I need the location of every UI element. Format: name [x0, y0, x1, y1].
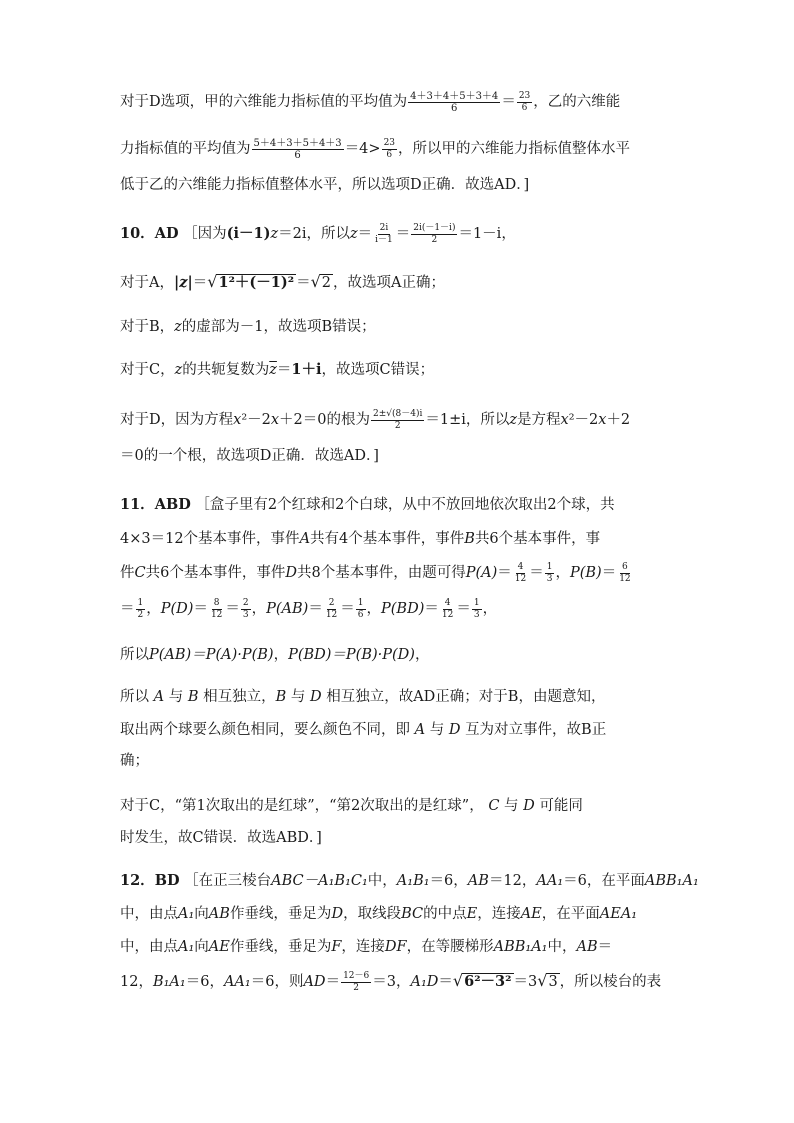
var-x: x [233, 412, 242, 428]
math: AE [208, 939, 230, 955]
text: 对于C， [120, 362, 175, 378]
text: 中，由点 [120, 939, 178, 955]
denominator: 6 [294, 149, 301, 161]
text: ，连接 [477, 906, 521, 922]
denominator: 12 [619, 573, 631, 584]
fraction [371, 409, 424, 432]
text: 是方程 [517, 412, 561, 428]
numerator: 1 [546, 561, 553, 572]
text: ，故选项C错误； [321, 362, 435, 378]
text: 4×3＝12个基本事件，事件 [120, 531, 300, 547]
text-line [120, 964, 661, 998]
text: ＝ [296, 275, 311, 291]
fraction [617, 562, 632, 585]
text-line [120, 638, 429, 672]
text: 作垂线，垂足为 [229, 906, 332, 922]
text: 的中点 [423, 906, 467, 922]
text: ，在等腰梯形 [406, 939, 494, 955]
text: ， [414, 647, 430, 663]
math: AB [208, 906, 230, 922]
text-line [120, 930, 612, 964]
text-line [120, 85, 620, 119]
text: 对于D选项，甲的六维能力指标值的平均值为 [120, 94, 408, 110]
numerator: 23 [383, 137, 396, 148]
denominator: 3 [242, 609, 249, 620]
fraction [517, 91, 532, 114]
text: ，连接 [341, 939, 385, 955]
text: ＝ [276, 362, 292, 378]
question-12-line [120, 864, 699, 898]
numerator: 2i(－1－i) [413, 222, 456, 233]
text: ，取线段 [343, 906, 402, 922]
numerator: 2 [242, 597, 249, 608]
numerator: 12－6 [343, 970, 370, 981]
math: ABB₁A₁ [644, 873, 699, 889]
numerator: 4 [444, 597, 451, 608]
text: 对于C，“第1次取出的是红球”，“第2次取出的是红球”， [120, 798, 484, 814]
var: A [299, 531, 311, 547]
text: 取出两个球要么颜色相同，要么颜色不同，即 [120, 722, 410, 738]
math: A₁ [178, 939, 195, 955]
math: P(D) [160, 601, 194, 617]
radicand: 3 [548, 974, 558, 990]
fraction [440, 598, 455, 621]
text: ＝6， [185, 974, 224, 990]
fraction [472, 598, 482, 621]
var-x: x [560, 412, 569, 428]
text: ＝6， [429, 873, 468, 889]
math: A₁ [178, 906, 195, 922]
denominator: i－1 [375, 234, 393, 245]
radicand: 1²＋(－1)² [218, 274, 295, 291]
text: ，所以甲的六维能力指标值整体水平 [398, 141, 631, 157]
radicand: 2 [321, 275, 332, 291]
text: ， [273, 647, 289, 663]
var-z: z [270, 226, 279, 242]
text: ＝3 [513, 974, 538, 990]
text: 的虚部为－1，故选项B错误； [181, 319, 376, 335]
text-line [120, 744, 149, 778]
numerator: 5＋4＋3＋5＋4＋3 [253, 137, 342, 149]
math: ABB₁A₁ [493, 939, 548, 955]
text: ＝ [529, 565, 544, 581]
text: ＋2＝0的根为 [279, 412, 370, 428]
text: ， [251, 601, 267, 617]
text: 与 [504, 798, 519, 814]
math: A₁B₁ [396, 873, 430, 889]
sqrt-icon: √ [452, 971, 464, 990]
text: 共6个基本事件，事 [474, 531, 601, 547]
text: ［盒子里有2个红球和2个白球，从中不放回地依次取出2个球，共 [195, 497, 615, 513]
text: ＝ [597, 939, 613, 955]
text: ＝ [438, 974, 453, 990]
fraction [382, 138, 397, 161]
denominator: 6 [451, 102, 458, 114]
text: ＝ [395, 226, 411, 242]
text: 对于A， [120, 275, 174, 291]
text: 向 [194, 939, 209, 955]
math: DF [384, 939, 407, 955]
text: 相互独立，故AD正确；对于B，由题意知， [326, 689, 606, 705]
denominator: 12 [325, 609, 338, 620]
text: ， [482, 601, 498, 617]
fraction [373, 223, 395, 246]
text: ＝ [225, 601, 240, 617]
text-line [120, 353, 434, 387]
text-line [120, 403, 630, 437]
text-line [120, 522, 600, 556]
numerator: 2 [328, 597, 335, 608]
sqrt-icon: √ [537, 971, 548, 990]
question-number: 12． [120, 872, 155, 889]
text: ＝1－i， [458, 226, 516, 242]
math: AD [303, 974, 326, 990]
text: ＝ [357, 226, 373, 242]
math: AE [520, 906, 542, 922]
text: ²－2 [241, 412, 271, 428]
text: ， [555, 565, 570, 581]
fraction [252, 138, 344, 161]
text: ， [366, 601, 382, 617]
text-line [120, 713, 606, 747]
text: 中，由点 [120, 906, 178, 922]
var: C [134, 565, 146, 581]
fraction [408, 91, 500, 114]
text: ，所以棱台的表 [559, 974, 662, 990]
text: ＝ [340, 601, 355, 617]
math: P(B) [569, 565, 602, 581]
math: ABC－A₁B₁C₁ [271, 873, 368, 889]
text: 中， [547, 939, 577, 955]
text-line [120, 897, 637, 931]
text-line [120, 132, 630, 166]
text: ＝0的一个根，故选项D正确．故选AD．] [120, 448, 379, 464]
text: 共有4个基本事件，事件 [310, 531, 465, 547]
fraction [324, 598, 339, 621]
math: AB [576, 939, 598, 955]
math: AA₁ [223, 974, 251, 990]
denominator: 2 [394, 420, 401, 431]
text: 共8个基本事件，由题可得 [296, 565, 466, 581]
text: 低于乙的六维能力指标值整体水平，所以选项D正确．故选AD．] [120, 177, 530, 193]
numerator: 4＋3＋4＋5＋3＋4 [410, 90, 499, 102]
text: ²－2 [568, 412, 599, 428]
fraction [136, 598, 146, 621]
math: A₁D [410, 974, 439, 990]
text: ＝4> [344, 141, 381, 157]
var-z: z [174, 362, 183, 378]
fraction [513, 562, 528, 585]
var: B [275, 689, 287, 705]
var: D [448, 722, 461, 738]
text: ＝3， [372, 974, 411, 990]
text: 件 [120, 565, 135, 581]
math: BC [401, 906, 424, 922]
question-11-line [120, 488, 615, 522]
answer: ABD [154, 496, 191, 513]
answer: AD [154, 225, 179, 242]
text: ＋2 [606, 412, 631, 428]
text: 共6个基本事件，事件 [145, 565, 286, 581]
text: ＝2i，所以 [278, 226, 350, 242]
numerator: 2i [379, 222, 389, 233]
denominator: 6 [386, 149, 393, 160]
fraction [241, 598, 251, 621]
text: ＝ [456, 601, 471, 617]
text: ＝ [193, 601, 208, 617]
sqrt-icon: √ [310, 272, 321, 291]
math: P(AB)＝P(A)·P(B) [149, 647, 274, 663]
text: 相互独立， [203, 689, 276, 705]
text-line [120, 168, 529, 202]
denominator: 3 [546, 573, 553, 584]
text: ＝ [308, 601, 323, 617]
fraction [341, 971, 371, 994]
text: ［因为 [183, 226, 227, 242]
text: ＝ [424, 601, 439, 617]
var-x: x [598, 412, 607, 428]
text: 对于D，因为方程 [120, 412, 234, 428]
question-10-line [120, 217, 516, 251]
denominator: 12 [514, 573, 527, 584]
var: D [309, 689, 322, 705]
text: 对于B， [120, 319, 175, 335]
text: ＝ [601, 565, 617, 581]
radicand: 6²－3² [464, 973, 512, 990]
numerator: 1 [357, 597, 364, 608]
text: 向 [194, 906, 209, 922]
text: 与 [429, 722, 445, 738]
text: ，故选项A正确； [333, 275, 446, 291]
fraction [545, 562, 555, 585]
math: AA₁ [536, 873, 564, 889]
var: A [153, 689, 165, 705]
var: C [488, 798, 500, 814]
text: 与 [290, 689, 306, 705]
sqrt-icon: √ [207, 272, 218, 291]
var: B [464, 531, 475, 547]
fraction [209, 598, 224, 621]
text: 互为对立事件，故B正 [465, 722, 607, 738]
denominator: 3 [473, 609, 480, 620]
denominator: 2 [137, 609, 144, 620]
math: AB [467, 873, 489, 889]
var: D [523, 798, 535, 814]
text: ， [146, 601, 161, 617]
fraction [356, 598, 366, 621]
text: 中， [367, 873, 397, 889]
text-line [120, 265, 445, 299]
numerator: 4 [517, 561, 524, 572]
text: 时发生，故C错误．故选ABD．] [120, 830, 322, 846]
math: F [331, 939, 342, 955]
numerator: 1 [137, 597, 144, 608]
text-line [120, 310, 376, 344]
text: ＝1±i，所以 [425, 412, 510, 428]
text: 所以 [120, 647, 149, 663]
text: 与 [168, 689, 184, 705]
text: ＝ [325, 974, 341, 990]
numerator: 23 [518, 90, 531, 101]
text: 确； [120, 753, 149, 769]
text: ，在平面 [541, 906, 600, 922]
text: 的共轭复数为 [182, 362, 270, 378]
math: P(BD)＝P(B)·P(D) [288, 647, 415, 663]
var-z: z [349, 226, 358, 242]
text-line [120, 439, 379, 473]
math: B₁A₁ [152, 974, 186, 990]
text: ＝6，则 [250, 974, 304, 990]
math: |z| [173, 274, 193, 291]
text-line [120, 821, 322, 855]
math: P(BD) [381, 601, 425, 617]
math: P(AB) [266, 601, 309, 617]
math: 1＋i [291, 361, 322, 378]
answer: BD [154, 872, 180, 889]
question-number: 11． [120, 496, 155, 513]
denominator: 6 [521, 102, 528, 113]
denominator: 6 [357, 609, 364, 620]
text: 12， [120, 974, 153, 990]
denominator: 12 [441, 609, 454, 620]
text: ［在正三棱台 [184, 873, 272, 889]
math: AEA₁ [599, 906, 638, 922]
text-line [120, 680, 605, 714]
var: A [414, 722, 426, 738]
math: (i－1) [226, 225, 271, 242]
text: 可能同 [539, 798, 583, 814]
math: P(A) [465, 565, 498, 581]
math: E [466, 906, 478, 922]
text: 作垂线，垂足为 [229, 939, 332, 955]
fraction [411, 223, 457, 246]
denominator: 2 [431, 234, 438, 245]
text: ＝ [192, 275, 208, 291]
text: ＝ [501, 94, 516, 110]
text: ＝12， [488, 873, 537, 889]
text: ＝ [497, 565, 512, 581]
text-line [120, 789, 583, 823]
var-z-conjugate: $\overline{z}$ [269, 362, 277, 378]
numerator: 1 [473, 597, 480, 608]
var-x: x [270, 412, 280, 428]
math: D [331, 906, 344, 922]
text-line [120, 592, 497, 626]
question-number: 10． [120, 225, 155, 242]
denominator: 2 [353, 982, 360, 993]
numerator: 8 [213, 597, 220, 608]
text: ，乙的六维能 [533, 94, 621, 110]
text: ＝6，在平面 [563, 873, 645, 889]
denominator: 12 [210, 609, 223, 620]
text: 力指标值的平均值为 [120, 141, 251, 157]
var-z: z [509, 412, 518, 428]
text: ＝ [120, 601, 135, 617]
var: D [285, 565, 297, 581]
text: 所以 [120, 689, 149, 705]
numerator: 6 [622, 561, 628, 572]
text-line [120, 556, 634, 590]
var: B [187, 689, 199, 705]
numerator: 2±√(8－4)i [373, 408, 423, 419]
var-z: z [174, 319, 182, 335]
